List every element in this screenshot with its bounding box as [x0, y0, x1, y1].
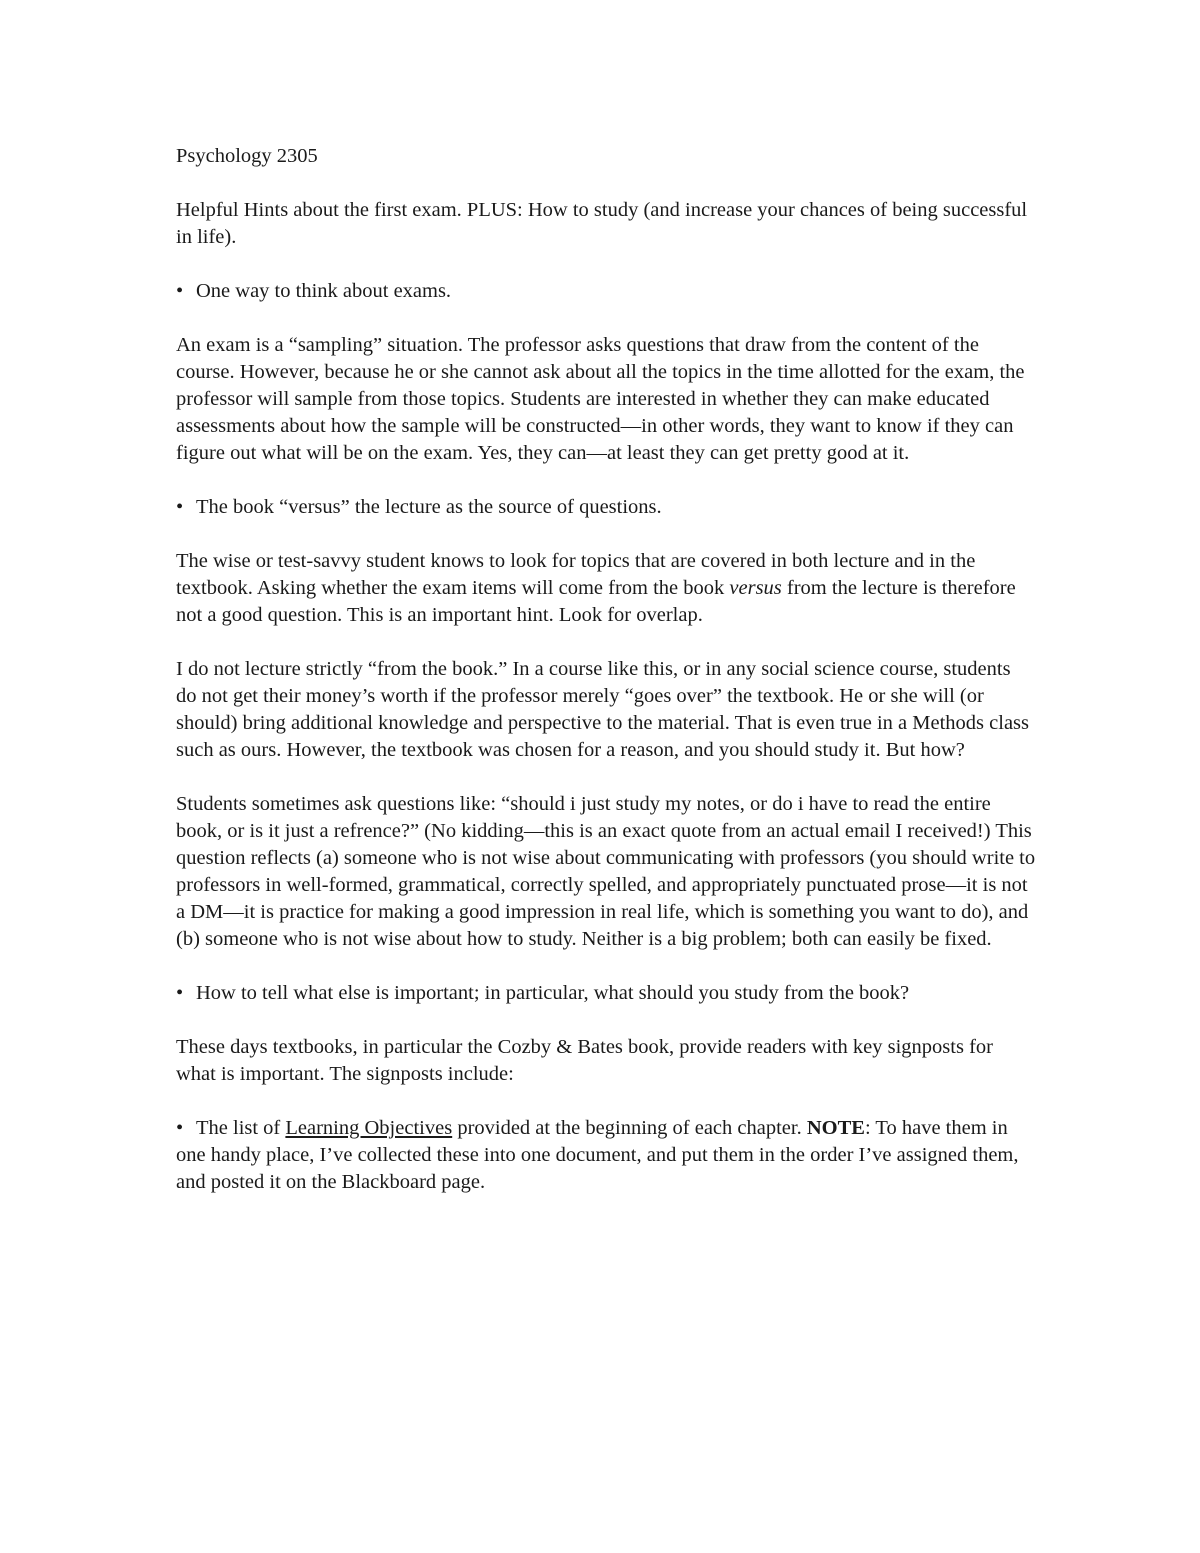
body-paragraph: These days textbooks, in particular the Cozby & Bates book, provide readers with key signposts for what is important. The signposts include: [176, 1036, 993, 1085]
note-label: NOTE [806, 1117, 865, 1139]
body-paragraph: An exam is a “sampling” situation. The professor asks questions that draw from the content of the course. However, because he or she cannot ask about all the topics in the time allotted for the exam, the professor will sample from those topics. Students are interested in whether they can make educated assessments about how the sample will be constructed—in other words, they want to know if they can figure out what will be on the exam. Yes, they can—at least they can get pretty good at it. [176, 334, 1025, 464]
paragraph-text: from the lecture is therefore not a good question. This is an important hint. Look for overlap. [176, 577, 1016, 626]
bullet-icon: • [176, 496, 184, 518]
bullet-icon: • [176, 1117, 184, 1139]
intro-paragraph: Helpful Hints about the first exam. PLUS: How to study (and increase your chances of being successful in life). [176, 199, 1028, 248]
body-paragraph: Students sometimes ask questions like: “should i just study my notes, or do i have to read the entire book, or is it just a refrence?” (No kidding—this is an exact quote from an actual email I received!) This question reflects (a) someone who is not wise about communicating with professors (you should write to professors in well-formed, grammatical, correctly spelled, and appropriately punctuated prose—it is not a DM—it is practice for making a good impression in real life, which is something you want to do), and (b) someone who is not wise about how to study. Neither is a big problem; both can easily be fixed. [176, 793, 1036, 950]
bullet-item [176, 1115, 1036, 1196]
bullet-text: How to tell what else is important; in particular, what should you study from the book? [196, 982, 910, 1004]
bullet-item [176, 494, 1036, 521]
bullet-text: The book “versus” the lecture as the source of questions. [196, 496, 662, 518]
emphasis-text: versus [729, 577, 782, 599]
course-title: Psychology 2305 [176, 145, 318, 167]
bullet-icon: • [176, 280, 184, 302]
learning-objectives-link: Learning Objectives [285, 1117, 453, 1139]
bullet-item [176, 980, 1036, 1007]
bullet-text: One way to think about exams. [196, 280, 452, 302]
bullet-text: The list of [196, 1117, 286, 1139]
paragraph-text: The wise or test-savvy student knows to look for topics that are covered in both lecture and in the textbook. Asking whether the exam items will come from the book [176, 550, 976, 599]
bullet-item [176, 278, 1036, 305]
document-page [176, 143, 1036, 1223]
bullet-text: provided at the beginning of each chapter. [452, 1117, 807, 1139]
bullet-text: : To have them in one handy place, I’ve collected these into one document, and put them in the order I’ve assigned them, and posted it on the Blackboard page. [176, 1117, 1019, 1193]
body-paragraph: I do not lecture strictly “from the book.” In a course like this, or in any social science course, students do not get their money’s worth if the professor merely “goes over” the textbook. He or she will (or should) bring additional knowledge and perspective to the material. That is even true in a Methods class such as ours. However, the textbook was chosen for a reason, and you should study it. But how? [176, 658, 1029, 761]
bullet-icon: • [176, 982, 184, 1004]
body-paragraph [176, 548, 1036, 629]
